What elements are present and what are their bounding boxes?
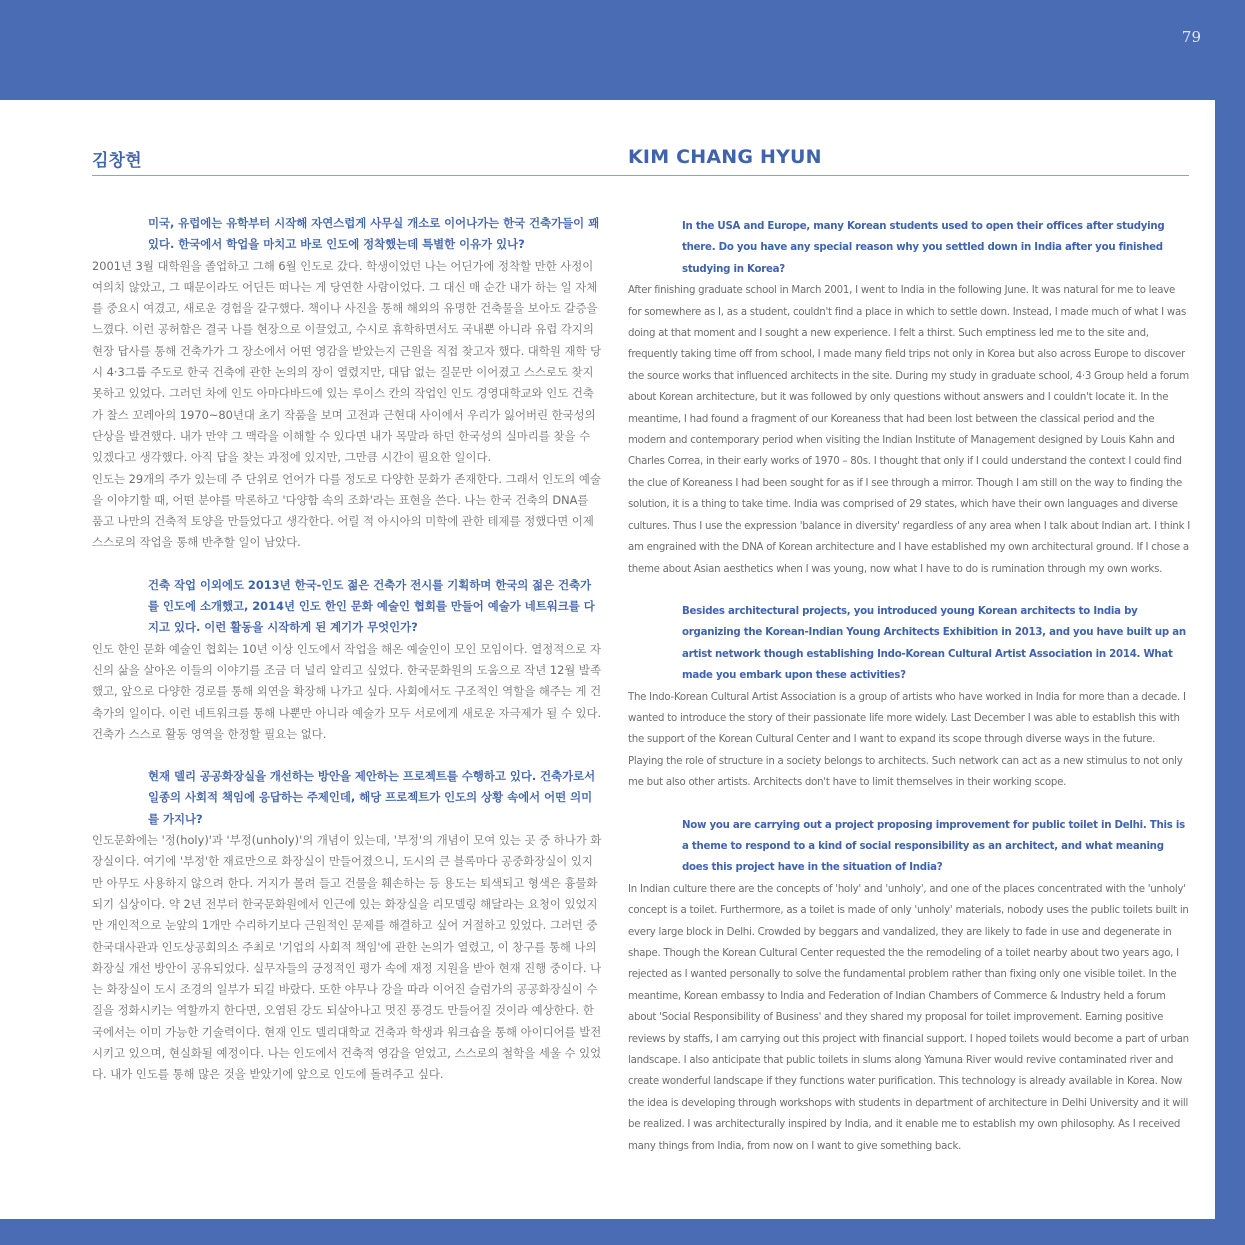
page-number: 79 bbox=[1181, 28, 1201, 46]
paragraph: After finishing graduate school in March 2001, I went to India in the following June. It was natural for me to leave for somewhere as I, as a student, couldn't find a place in which to settle down. Instead, I made much of what I was doing at that moment and I sought a new experience. I felt a thirst. Such emptiness led me to the site and, frequently taking time off from school, I made many field trips not only in Korea but also across Europe to discover the source works that influenced architects in the site. During my study in graduate school, 4·3 Group held a forum about Korean architecture, but it was followed by only questions without answers and I couldn't locate it. In the meantime, I had found a fragment of our Koreaness that had been lost between the classical period and the modern and contemporary period when visiting the Indian Institute of Management designed by Louis Kahn and Charles Correa, in their early works of 1970 – 80s. I thought that only if I could understand the context I could find the clue of Koreaness I had been sought for as if I see through a mirror. Though I am still on the way to finding the solution, it is a thing to take time. India was comprised of 29 states, which have their own languages and diverse cultures. Thus I use the expression 'balance in diversity' regardless of any area when I talk about Indian art. I think I am engrained with the DNA of Korean architecture and I have established my own architectural ground. If I chose a theme about Asian aesthetics when I was young, now what I have to do is rumination through my own works. bbox=[628, 285, 1191, 575]
paragraph: 인도문화에는 '정(holy)'과 '부정(unholy)'의 개념이 있는데, '부정'의 개념이 모여 있는 곳 중 하나가 화장실이다. 여기에 '부정'한 재료만으로 화장실이 만들어졌으니, 도시의 큰 블록마다 공중화장실이 있지만 아무도 사용하지 않으려 한다. 거지가 몰려 들고 건물을 훼손하는 등 용도는 퇴색되고 형색은 흉물화되기 십상이다. 약 2년 전부터 한국문화원에서 인근에 있는 화장실을 리모델링 해달라는 요청이 있었지만 개인적으로 눈앞의 1개만 수리하기보다 근원적인 문제를 해결하고 싶어 거절하고 있었다. 그러던 중 한국대사관과 인도상공회의소 주최로 '기업의 사회적 책임'에 관한 논의가 열렸고, 이 창구를 통해 나의 화장실 개선 방안이 공유되었다. 실무자들의 긍정적인 평가 속에 재정 지원을 받아 현재 진행 중이다. 나는 화장실이 도시 조경의 일부가 되길 바랐다. 또한 야무나 강을 따라 이어진 슬럼가의 공공화장실이 수질을 정화시키는 역할까지 한다면, 오염된 강도 되살아나고 멋진 풍경도 만들어질 것이라 예상한다. 한국에서는 이미 가능한 기술력이다. 현재 인도 델리대학교 건축과 학생과 워크숍을 통해 아이디어를 발전시키고 있으며, 현실화될 예정이다. 나는 인도에서 건축적 영감을 얻었고, 스스로의 철학을 세울 수 있었다. 내가 인도를 통해 많은 것을 받았기에 앞으로 인도에 돌려주고 싶다. bbox=[92, 833, 602, 1082]
answer-1-en bbox=[628, 280, 1190, 580]
author-name-korean: 김창현 bbox=[92, 151, 142, 171]
korean-body bbox=[92, 213, 602, 1086]
question-3-ko: 현재 델리 공공화장실을 개선하는 방안을 제안하는 프로젝트를 수행하고 있다. 건축가로서 일종의 사회적 책임에 응답하는 주제인데, 해당 프로젝트가 인도의 상황 속에서 어떤 의미를 가지나? bbox=[148, 769, 596, 826]
question-1-en: In the USA and Europe, many Korean students used to open their offices after studying there. Do you have any special reason why you settled down in India after you finished studying in Korea? bbox=[682, 221, 1165, 275]
paragraph: 인도 한인 문화 예술인 협회는 10년 이상 인도에서 작업을 해온 예술인이 모인 모임이다. 열정적으로 자신의 삶을 살아온 이들의 이야기를 조금 더 널리 알리고 싶었다. 한국문화원의 도움으로 작년 12월 발족했고, 앞으로 다양한 경로를 통해 외연을 확장해 나가고 싶다. 사회에서도 구조적인 역할을 해주는 게 건축가의 일이다. 이런 네트워크를 통해 나뿐만 아니라 예술가 모두 서로에게 새로운 자극제가 될 수 있다. 건축가 스스로 활동 영역을 한정할 필요는 없다. bbox=[92, 641, 602, 741]
question-1-ko: 미국, 유럽에는 유학부터 시작해 자연스럽게 사무실 개소로 이어나가는 한국 건축가들이 꽤 있다. 한국에서 학업을 마치고 바로 인도에 정착했는데 특별한 이유가 있나? bbox=[148, 216, 600, 252]
answer-2-en bbox=[628, 687, 1190, 794]
page-sheet bbox=[0, 100, 1215, 1219]
author-name-english: KIM CHANG HYUN bbox=[628, 146, 822, 168]
question-2-ko: 건축 작업 이외에도 2013년 한국-인도 젊은 건축가 전시를 기획하며 한국의 젊은 건축가를 인도에 소개했고, 2014년 인도 한인 문화 예술인 협회를 만들어 예술가 네트워크를 다지고 있다. 이런 활동을 시작하게 된 계기가 무엇인가? bbox=[148, 577, 595, 635]
answer-3-ko bbox=[92, 830, 602, 1086]
english-body bbox=[628, 216, 1190, 1157]
paragraph: The Indo-Korean Cultural Artist Association is a group of artists who have worked in India for more than a decade. I wanted to introduce the story of their passionate life more widely. Last December I was able to establish this with the support of the Korean Cultural Center and I want to expand its scope through diverse ways in the future. Playing the role of structure in a society belongs to architects. Such network can act as a new stimulus to not only me but also other artists. Architects don't have to limit themselves in their working scope. bbox=[628, 691, 1186, 789]
paragraph: 인도는 29개의 주가 있는데 주 단위로 언어가 다를 정도로 다양한 문화가 존재한다. 그래서 인도의 예술을 이야기할 때, 어떤 분야를 막론하고 '다양함 속의 조화'라는 표현을 쓴다. 나는 한국 건축의 DNA를 품고 나만의 건축적 토양을 만들었다고 생각한다. 어릴 적 아시아의 미학에 관한 테제를 정했다면 이제 스스로의 작업을 통해 반추할 일이 남았다. bbox=[92, 471, 601, 550]
paragraph: In Indian culture there are the concepts of 'holy' and 'unholy', and one of the places concentrated with the 'unholy' concept is a toilet. Furthermore, as a toilet is made of only 'unholy' materials, nobody uses the public toilets built in every large block in Delhi. Crowded by beggars and vandalized, they are likely to fade in use and degenerate in shape. Though the Korean Cultural Center requested the the remodeling of a toilet nearby about two years ago, I rejected as I wanted personally to solve the fundamental problem rather than fixing only one visible toilet. In the meantime, Korean embassy to India and Federation of Indian Chambers of Commerce & Industry held a forum about 'Social Responsibility of Business' and they shared my proposal for toilet improvement. Earning positive reviews by staffs, I am carrying out this project with financial support. I hoped toilets would become a part of urban landscape. I also anticipate that public toilets in slums along Yamuna River would revive contaminated river and create wonderful landscape if they functions water purification. This technology is already available in Korea. Now the idea is developing through workshops with students in department of architecture in Delhi University and it will be realized. I was architecturally inspired by India, and it enable me to establish my own philosophy. As I received many things from India, from now on I want to give something back. bbox=[628, 883, 1189, 1152]
question-2-en: Besides architectural projects, you introduced young Korean architects to India by organizing the Korean-Indian Young Architects Exhibition in 2013, and you have built up an artist network though establishing Indo-Korean Cultural Artist Association in 2014. What made you embark upon these activities? bbox=[682, 605, 1186, 682]
answer-3-en bbox=[628, 879, 1190, 1157]
answer-2-ko bbox=[92, 639, 602, 745]
header-divider bbox=[92, 175, 1189, 176]
paragraph: 2001년 3월 대학원을 졸업하고 그해 6월 인도로 갔다. 학생이었던 나는 어딘가에 정착할 만한 사정이 여의치 않았고, 그 때문이라도 어딘든 떠나는 게 당연한 사람이었다. 그 대신 매 순간 내가 하는 일 자체를 중요시 여겼고, 새로운 경험을 갈구했다. 책이나 사진을 통해 해외의 유명한 건축물을 보아도 갈증을 느꼈다. 이런 공허함은 결국 나를 현장으로 이끌었고, 수시로 휴학하면서도 국내뿐 아니라 유럽 각지의 현장 답사를 통해 건축가가 그 장소에서 어떤 영감을 받았는지 근원을 직접 찾고자 했다. 대학원 재학 당시 4·3그룹 주도로 한국 건축에 관한 논의의 장이 열렸지만, 대답 없는 질문만 이어졌고 스스로도 찾지 못하고 있었다. 그러던 차에 인도 아마다바드에 있는 루이스 칸의 작업인 인도 경영대학교와 인도 건축가 찰스 꼬레아의 1970~80년대 초기 작품을 보며 고전과 근현대 사이에서 우리가 잃어버린 한국성의 단상을 발견했다. 내가 만약 그 맥락을 이해할 수 있다면 내가 목말라 하던 한국성의 실마리를 찾을 수 있겠다고 생각했다. 아직 답을 찾는 과정에 있지만, 그만큼 시간이 필요한 일이다. bbox=[92, 258, 602, 465]
answer-1-ko bbox=[92, 256, 602, 554]
question-3-en: Now you are carrying out a project proposing improvement for public toilet in Delhi. This is a theme to respond to a kind of social responsibility as an architect, and what meaning does this project have in the situation of India? bbox=[682, 819, 1185, 874]
footer-band bbox=[0, 1219, 1245, 1245]
